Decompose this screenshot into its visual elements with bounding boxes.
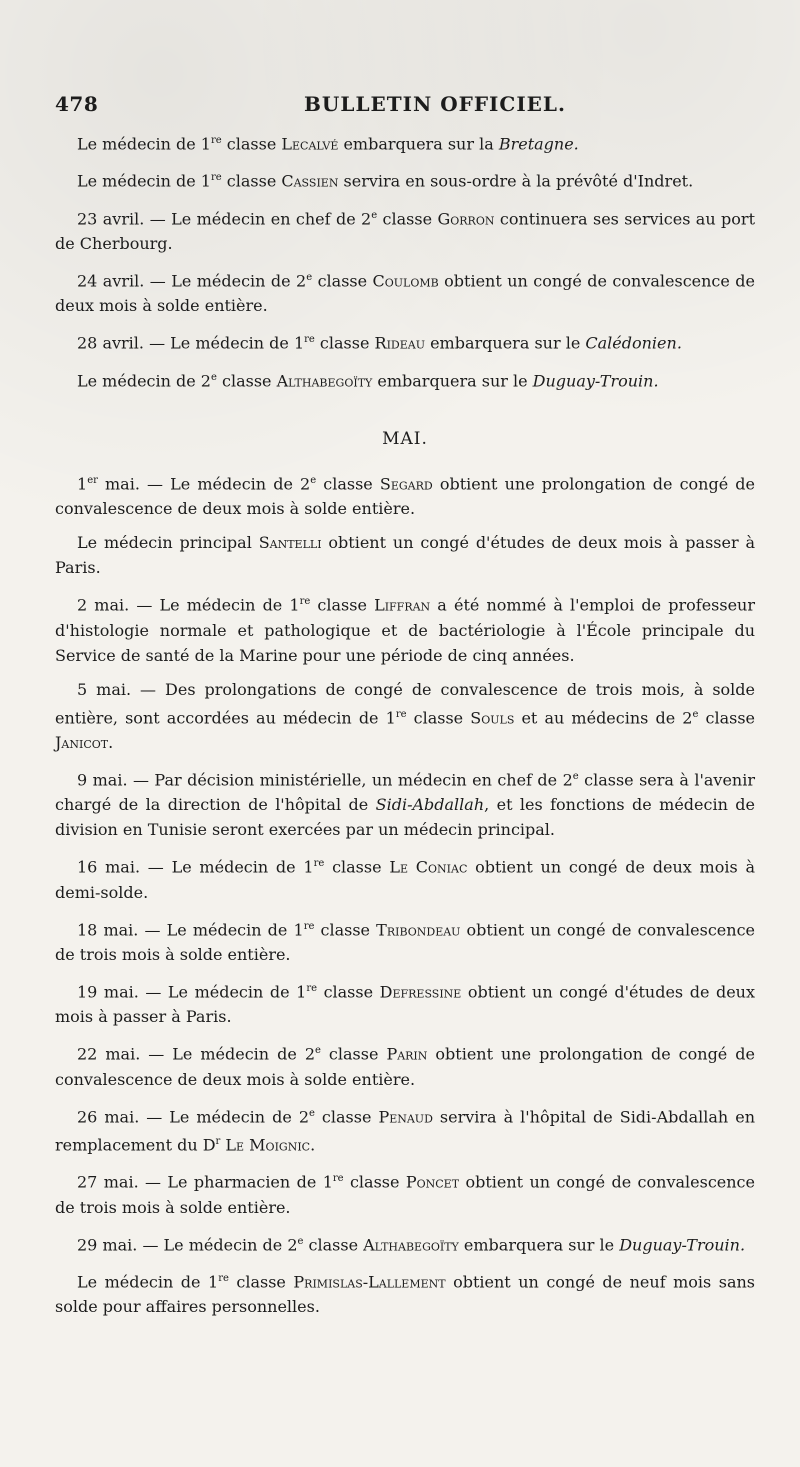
ordinal-suffix: re xyxy=(313,858,325,870)
person-name: Coulomb xyxy=(372,271,439,291)
entry-text: 26 mai. — Le médecin de 2 xyxy=(77,1106,309,1126)
ordinal-suffix: er xyxy=(87,474,98,486)
section-title: MAI. xyxy=(382,428,428,449)
entry-text: 28 avril. — Le médecin de 1 xyxy=(77,333,305,353)
entry-text: 1 xyxy=(77,474,88,494)
entry-text: embarquera sur la xyxy=(338,134,499,154)
person-name: Liffran xyxy=(374,595,431,615)
bulletin-entry xyxy=(55,165,755,193)
person-name: Rideau xyxy=(374,333,425,353)
bulletin-entry xyxy=(55,764,755,842)
entry-text: 19 mai. — Le médecin de 1 xyxy=(77,982,307,1002)
entry-text: classe xyxy=(314,1106,379,1126)
ordinal-suffix: re xyxy=(395,708,407,720)
ordinal-suffix: re xyxy=(304,334,315,346)
entry-text: classe xyxy=(343,1172,406,1192)
person-name: Althabegoïty xyxy=(363,1234,459,1254)
ordinal-suffix: e xyxy=(371,209,378,221)
person-name: Tribondeau xyxy=(376,919,461,939)
entry-text: et au médecins de 2 xyxy=(514,707,693,727)
entry-text: classe xyxy=(698,707,756,727)
place-or-ship-name: Duguay-Trouin. xyxy=(619,1234,746,1254)
ordinal-suffix: e xyxy=(310,474,317,486)
ordinal-suffix: e xyxy=(309,1107,315,1119)
ordinal-suffix: re xyxy=(306,982,318,994)
bulletin-entry xyxy=(55,1038,755,1091)
entry-text: classe xyxy=(221,171,282,191)
entry-text: 27 mai. — Le pharmacien de 1 xyxy=(77,1172,333,1192)
entry-text: 5 mai. — Des prolongations de congé de convalescence de trois mois, à solde entière, sont accordées au médecin de 1 xyxy=(55,679,755,727)
bulletin-entry xyxy=(55,976,755,1029)
entry-text: classe xyxy=(317,982,380,1002)
document-body xyxy=(55,128,755,1328)
bulletin-entry xyxy=(55,265,755,318)
entry-text: 22 mai. — Le médecin de 2 xyxy=(77,1044,315,1064)
bulletin-entry xyxy=(55,365,755,393)
place-or-ship-name: Sidi-Abdallah xyxy=(375,795,485,815)
entry-text: Le médecin principal xyxy=(77,533,259,553)
bulletin-entry xyxy=(55,914,755,967)
person-name: Poncet xyxy=(405,1172,460,1192)
entry-text: 24 avril. — Le médecin de 2 xyxy=(77,271,307,291)
entry-text: 9 mai. — Par décision ministérielle, un médecin en chef de 2 xyxy=(77,770,573,790)
person-name: Defressine xyxy=(379,982,462,1002)
person-name: Segard xyxy=(379,474,433,494)
entry-text: 16 mai. — Le médecin de 1 xyxy=(77,857,314,877)
bulletin-entry xyxy=(55,128,755,156)
entry-text: servira à l'hôpital de Sidi-Abdallah en remplacement du D xyxy=(55,1106,755,1155)
bulletin-entry xyxy=(55,1266,755,1319)
ordinal-suffix: re xyxy=(210,172,222,184)
entry-text: obtient un congé de neuf mois sans solde pour affaires personnelles. xyxy=(55,1272,755,1317)
entry-text: classe xyxy=(228,1272,294,1292)
person-name: Althabegoïty xyxy=(276,370,373,390)
place-or-ship-name: Bretagne. xyxy=(498,134,579,154)
entry-text: continuera ses services au port de Cherbourg. xyxy=(55,208,755,253)
person-name: Le Coniac xyxy=(389,857,468,877)
place-or-ship-name: Duguay-Trouin. xyxy=(532,370,659,390)
bulletin-entry xyxy=(55,851,755,904)
entry-text: classe xyxy=(221,134,282,154)
entry-text: Le médecin de 1 xyxy=(77,171,211,191)
bulletin-entry xyxy=(55,1166,755,1219)
person-name: Primislas-Lallement xyxy=(293,1272,446,1292)
entry-text: obtient un congé de convalescence de trois mois à solde entière. xyxy=(55,919,756,964)
ordinal-suffix: re xyxy=(303,920,315,932)
person-name: Santelli xyxy=(258,533,322,553)
bulletin-entry xyxy=(55,203,755,256)
entry-text: obtient un congé de convalescence de deux mois à solde entière. xyxy=(55,271,756,316)
entry-text: obtient une prolongation de congé de convalescence de deux mois à solde entière. xyxy=(55,474,756,519)
ordinal-suffix: re xyxy=(210,135,222,146)
person-name: Janicot. xyxy=(55,732,114,752)
entry-text: classe xyxy=(216,370,277,390)
entry-text: classe xyxy=(314,333,375,353)
running-title: BULLETIN OFFICIEL. xyxy=(304,92,566,116)
page-header xyxy=(55,92,755,120)
entry-text: classe xyxy=(406,707,471,727)
entry-text: Le médecin de 2 xyxy=(77,370,211,390)
entry-text: classe xyxy=(320,1044,387,1064)
entry-text: obtient un congé d'études de deux mois à passer à Paris. xyxy=(55,982,756,1027)
entry-text: mai. — Le médecin de 2 xyxy=(97,474,311,494)
entry-text: classe xyxy=(377,208,438,228)
bulletin-entry xyxy=(55,589,755,667)
place-or-ship-name: Calédonien. xyxy=(585,333,682,353)
bulletin-entry xyxy=(55,1229,755,1257)
bulletin-entry xyxy=(55,1101,755,1158)
entry-text: embarquera sur le xyxy=(458,1234,620,1254)
entry-text: Le médecin de 1 xyxy=(77,134,211,154)
entry-text: classe xyxy=(310,595,375,615)
ordinal-suffix: e xyxy=(315,1045,321,1057)
entry-text: classe xyxy=(324,857,390,877)
entry-text: classe sera à l'avenir chargé de la direction de l'hôpital de xyxy=(55,770,756,815)
ordinal-suffix: e xyxy=(692,708,699,720)
ordinal-suffix: e xyxy=(306,271,313,283)
ordinal-suffix: e xyxy=(210,371,217,383)
entry-text: 2 mai. — Le médecin de 1 xyxy=(77,595,300,615)
entry-text: obtient un congé de deux mois à demi-solde. xyxy=(55,857,755,902)
person-name: Souls xyxy=(470,707,515,727)
entry-text: Le médecin de 1 xyxy=(77,1272,219,1292)
person-name: Parin xyxy=(386,1044,428,1064)
entry-text: , et les fonctions de médecin de division en Tunisie seront exercées par un médecin principal. xyxy=(55,795,756,840)
entry-text: classe xyxy=(316,474,380,494)
ordinal-suffix: e xyxy=(297,1235,304,1247)
person-name: Le Moignic. xyxy=(225,1135,316,1155)
person-name: Penaud xyxy=(378,1106,433,1126)
person-name: Gorron xyxy=(437,208,495,228)
bulletin-entry xyxy=(55,677,755,755)
entry-text: obtient un congé de convalescence de trois mois à solde entière. xyxy=(55,1172,755,1217)
entry-text: embarquera sur le xyxy=(372,370,533,390)
page-number: 478 xyxy=(55,92,99,116)
person-name: Lecalvé xyxy=(281,134,339,154)
entry-text: classe xyxy=(303,1234,364,1254)
ordinal-suffix: re xyxy=(218,1272,229,1284)
entry-text: embarquera sur le xyxy=(425,333,586,353)
entry-text: classe xyxy=(314,919,377,939)
ordinal-suffix: re xyxy=(299,596,311,608)
entry-text: obtient une prolongation de congé de convalescence de deux mois à solde entière. xyxy=(55,1044,755,1089)
entry-text: 23 avril. — Le médecin en chef de 2 xyxy=(77,208,372,228)
ordinal-suffix: re xyxy=(332,1173,344,1185)
ordinal-suffix: r xyxy=(215,1135,221,1147)
entry-text: a été nommé à l'emploi de professeur d'histologie normale et pathologique et de bactériologie à l'École principale du Service de santé de la Marine pour une période de cinq années. xyxy=(55,595,756,665)
entry-text: servira en sous-ordre à la prévôté d'Indret. xyxy=(338,171,694,191)
ordinal-suffix: e xyxy=(572,770,579,782)
bulletin-entry xyxy=(55,327,755,355)
bulletin-entry xyxy=(55,530,755,580)
person-name: Cassien xyxy=(281,171,339,191)
bulletin-entry xyxy=(55,468,755,521)
entry-text: 29 mai. — Le médecin de 2 xyxy=(77,1234,298,1254)
entry-text: classe xyxy=(312,271,373,291)
entry-text: obtient un congé d'études de deux mois à passer à Paris. xyxy=(55,533,756,578)
entry-text: 18 mai. — Le médecin de 1 xyxy=(77,919,304,939)
